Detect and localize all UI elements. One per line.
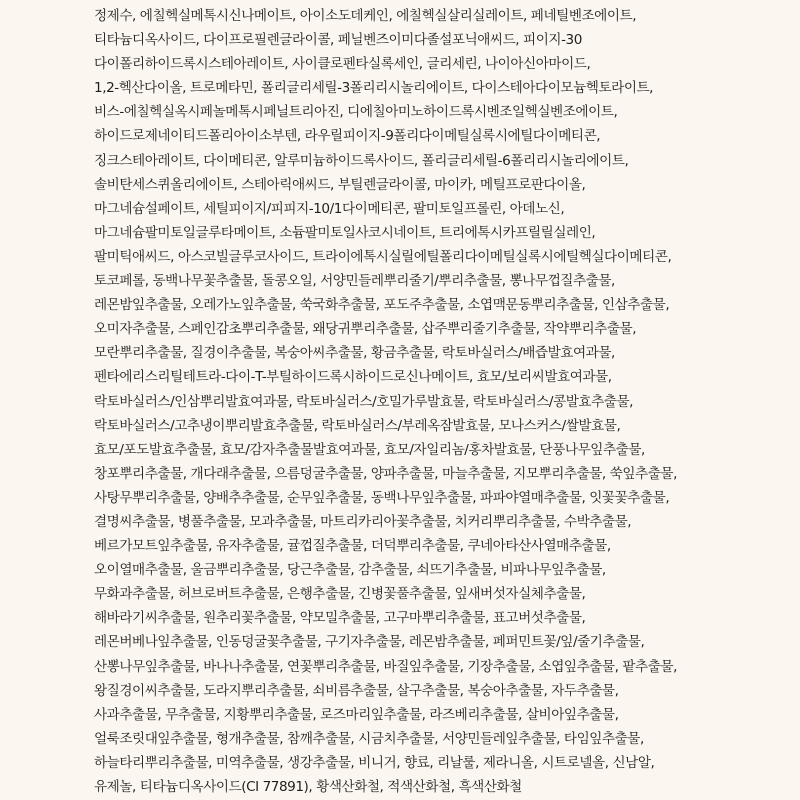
ingredient-line: 베르가모트잎추출물, 유자추출물, 귤껍질추출물, 더덕뿌리추출물, 쿠네아타산사열매추출물,: [94, 538, 611, 555]
ingredient-line: 무화과추출물, 허브로버트추출물, 은행추출물, 긴병꽃풀추출물, 잎새버섯자실체추출물,: [94, 586, 586, 603]
ingredient-line: 1,2-헥산다이올, 트로메타민, 폴리글리세릴-3폴리리시놀리에이트, 다이스테아다이모늄헥토라이트,: [94, 80, 654, 97]
ingredient-line: 팔미틱애씨드, 아스코빌글루코사이드, 트라이에톡시실릴에틸폴리다이메틸실록시에틸헥실다이메티콘,: [94, 248, 672, 265]
ingredient-line: 토코페롤, 동백나무꽃추출물, 돌콩오일, 서양민들레뿌리줄기/뿌리추출물, 뽕나무껍질추출물,: [94, 273, 615, 290]
ingredient-line: 왕질경이씨추출물, 도라지뿌리추출물, 쇠비름추출물, 살구추출물, 복숭아추출물, 자두추출물,: [94, 682, 619, 699]
ingredient-line: 산뽕나무잎추출물, 바나나추출물, 연꽃뿌리추출물, 바질잎추출물, 기장추출물, 소엽잎추출물, 팥추출물,: [94, 658, 677, 675]
ingredient-line: 오이열매추출물, 울금뿌리추출물, 당근추출물, 감추출물, 쇠뜨기추출물, 비파나무잎추출물,: [94, 562, 606, 579]
ingredient-line: 마그네슘설페이트, 세틸피이지/피피지-10/1다이메티콘, 팔미토일프롤린, 아데노신,: [94, 200, 565, 217]
ingredient-line: 하늘타리뿌리추출물, 미역추출물, 생강추출물, 비니거, 향료, 리날룰, 제라니올, 시트로넬올, 신남알,: [94, 754, 655, 771]
ingredient-line: 레몬버베나잎추출물, 인동덩굴꽃추출물, 구기자추출물, 레몬밤추출물, 페퍼민트꽃/잎/줄기추출물,: [94, 634, 645, 651]
ingredient-line: 비스-에칠헥실옥시페놀메톡시페닐트리아진, 디에칠아미노하이드록시벤조일헥실벤조에이트,: [94, 104, 618, 121]
ingredients-list: [94, 4, 766, 799]
ingredient-line: 펜타에리스리틸테트라-다이-T-부틸하이드록시하이드로신나메이트, 효모/보리씨발효여과물,: [94, 369, 612, 386]
ingredient-line: 정제수, 에칠헥실메톡시신나메이트, 아이소도데케인, 에칠헥실살리실레이트, 페네틸벤조에이트,: [94, 8, 637, 24]
ingredient-line: 유제놀, 티타늄디옥사이드(CI 77891), 황색산화철, 적색산화철, 흑색산화철: [94, 779, 522, 795]
ingredient-line: 효모/포도발효추출물, 효모/감자추출물발효여과물, 효모/자일리놈/홍차발효물, 단풍나무잎추출물,: [94, 441, 645, 458]
ingredient-line: 모란뿌리추출물, 질경이추출물, 복숭아씨추출물, 황금추출물, 락토바실러스/배즙발효여과물,: [94, 345, 615, 362]
ingredient-line: 결명씨추출물, 병풀추출물, 모과추출물, 마트리카리아꽃추출물, 치커리뿌리추출물, 수박추출물,: [94, 513, 632, 530]
ingredient-line: 솔비탄세스퀴올리에이트, 스테아릭애씨드, 부틸렌글라이콜, 마이카, 메틸프로판다이올,: [94, 176, 586, 193]
ingredient-line: 락토바실러스/인삼뿌리발효여과물, 락토바실러스/호밀가루발효물, 락토바실러스/콩발효추출물,: [94, 393, 634, 410]
ingredient-line: 사과추출물, 무추출물, 지황뿌리추출물, 로즈마리잎추출물, 라즈베리추출물, 살비아잎추출물,: [94, 706, 619, 723]
ingredient-line: 하이드로제네이티드폴리아이소부텐, 라우릴피이지-9폴리다이메틸실록시에틸다이메티콘,: [94, 128, 601, 145]
ingredient-line: 락토바실러스/고추냉이뿌리발효추출물, 락토바실러스/부레옥잠발효물, 모나스커스/쌀발효물,: [94, 417, 621, 434]
ingredient-line: 티타늄디옥사이드, 다이프로필렌글라이콜, 페닐벤즈이미다졸설포닉애씨드, 피이지-30: [94, 32, 582, 49]
ingredient-line: 사탕무뿌리추출물, 양배추추출물, 순무잎추출물, 동백나무잎추출물, 파파야열매추출물, 잇꽃꽃추출물,: [94, 489, 670, 506]
ingredient-line: 오미자추출물, 스페인감초뿌리추출물, 왜당귀뿌리추출물, 삽주뿌리줄기추출물, 작약뿌리추출물,: [94, 321, 637, 338]
ingredient-line: 마그네슘팔미토일글루타메이트, 소듐팔미토일사코시네이트, 트리에톡시카프릴릴실레인,: [94, 224, 596, 241]
ingredient-line: 다이폴리하이드록시스테아레이트, 사이클로펜타실록세인, 글리세린, 나이아신아마이드,: [94, 56, 591, 73]
ingredient-line: 레몬밤잎추출물, 오레가노잎추출물, 쑥국화추출물, 포도주추출물, 소엽맥문동뿌리추출물, 인삼추출물,: [94, 297, 670, 314]
ingredient-line: 창포뿌리추출물, 개다래추출물, 으름덩굴추출물, 양파추출물, 마늘추출물, 지모뿌리추출물, 쑥잎추출물,: [94, 465, 677, 482]
ingredient-line: 징크스테아레이트, 다이메티콘, 알루미늄하이드록사이드, 폴리글리세릴-6폴리리시놀리에이트,: [94, 152, 629, 169]
ingredient-line: 얼룩조릿대잎추출물, 형개추출물, 참깨추출물, 시금치추출물, 서양민들레잎추출물, 타임잎추출물,: [94, 730, 644, 747]
ingredient-line: 해바라기씨추출물, 원추리꽃추출물, 약모밀추출물, 고구마뿌리추출물, 표고버섯추출물,: [94, 610, 586, 627]
